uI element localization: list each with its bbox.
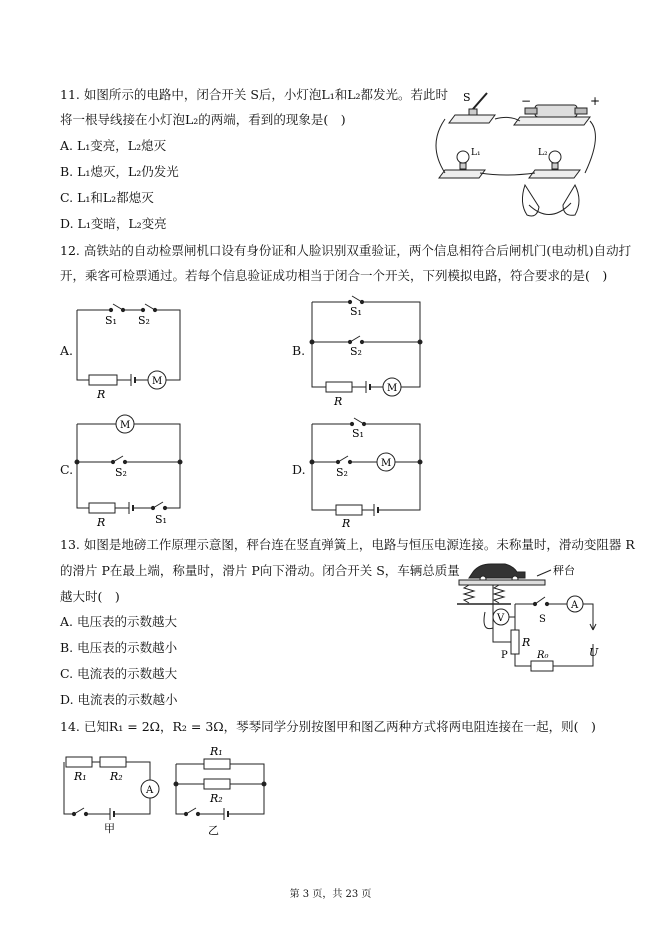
q13-option-d: D. 电流表的示数越小 [60,692,178,707]
q13-stem-line3: 越大时( ) [60,589,120,604]
q12b-label-r: R [334,395,343,408]
q11-stem-line2: 将一根导线接在小灯泡L₂的两端，看到的现象是( ) [60,112,346,127]
q12-option-d-letter: D. [292,462,306,477]
q12b-label-s1: S₁ [350,305,362,318]
q13-option-a: A. 电压表的示数越大 [60,614,177,629]
q13-stem-line2: 的滑片 P在最上端，称量时，滑片 P向下滑动。闭合开关 S，车辆总质量 [60,563,460,578]
q13-option-c: C. 电流表的示数越大 [60,666,178,681]
q14-yi-label-r1: R₁ [210,745,223,758]
q12d-label-m: M [381,458,392,469]
q12-option-c-letter: C. [60,462,74,477]
q13-fig-label-a: A [571,600,579,611]
q14-jia-label-r2: R₂ [110,770,123,783]
q13-fig-label-p: P [501,650,508,661]
q13-fig-label-u: U [589,646,599,659]
q12b-label-m: M [387,383,398,394]
q12-circuit-c [75,410,195,530]
q12a-label-r: R [97,388,106,401]
q11-fig-label-s: S [463,91,471,104]
q12-option-a-letter: A. [60,343,74,358]
q12d-label-r: R [342,517,351,530]
q12c-label-m: M [120,420,131,431]
q12d-label-s2: S₂ [336,466,348,479]
q11-fig-label-minus: − [521,94,532,108]
q12c-label-s2: S₂ [115,466,127,479]
q11-option-a: A. L₁变亮，L₂熄灭 [60,138,167,153]
q11-stem-line1: 11. 如图所示的电路中，闭合开关 S后，小灯泡L₁和L₂都发光。若此时 [60,87,449,102]
q12-option-b-letter: B. [292,343,306,358]
q14-stem-line1: 14. 已知R₁ = 2Ω，R₂ = 3Ω，琴琴同学分别按图甲和图乙两种方式将两电阻连接在一起，则( ) [60,719,596,734]
q14-circuit-jia [62,752,167,834]
q12a-label-s1: S₁ [105,314,117,327]
q11-fig-label-plus: + [590,94,601,108]
q13-stem-line1: 13. 如图是地磅工作原理示意图，秤台连在竖直弹簧上，电路与恒压电源连接。未称量时，滑动变阻器 R [60,537,635,552]
q14-yi-label: 乙 [208,824,219,837]
q13-fig-label-r: R [522,636,531,649]
q12-stem-line2: 开，乘客可检票通过。若每个信息验证成功相当于闭合一个开关，下列模拟电路，符合要求的是( ) [60,268,608,283]
q12-circuit-a [75,298,195,401]
q14-circuit-yi [172,742,272,838]
q12-circuit-b [308,292,428,407]
q13-fig-label-s: S [539,614,546,625]
q11-fig-label-l1: L₁ [471,148,481,158]
q12a-label-m: M [152,376,163,387]
page-footer: 第 3 页，共 23 页 [289,889,372,900]
q14-jia-label-a: A [146,785,154,796]
q13-option-b: B. 电压表的示数越小 [60,640,178,655]
q12-circuit-d [308,412,428,530]
q14-jia-label: 甲 [104,822,115,835]
q11-option-d: D. L₁变暗，L₂变亮 [60,216,167,231]
q13-weighbridge-figure [455,562,615,677]
q14-jia-label-r1: R₁ [74,770,87,783]
q12c-label-s1: S₁ [155,513,167,526]
q13-fig-label-r0: R₀ [537,650,549,661]
q11-fig-label-l2: L₂ [538,148,548,158]
q14-yi-label-r2: R₂ [210,792,223,805]
q12c-label-r: R [97,516,106,529]
q12a-label-s2: S₂ [138,314,150,327]
q11-option-b: B. L₁熄灭，L₂仍发光 [60,164,179,179]
q12d-label-s1: S₁ [352,427,364,440]
q11-circuit-figure [425,85,615,225]
q11-option-c: C. L₁和L₂都熄灭 [60,190,154,205]
q13-fig-label-v: V [497,613,505,624]
q12-stem-line1: 12. 高铁站的自动检票闸机口设有身份证和人脸识别双重验证，两个信息相符合后闸机门(电动机)自动打 [60,243,632,258]
q12b-label-s2: S₂ [350,345,362,358]
q13-fig-label-platform: 秤台 [553,564,575,577]
